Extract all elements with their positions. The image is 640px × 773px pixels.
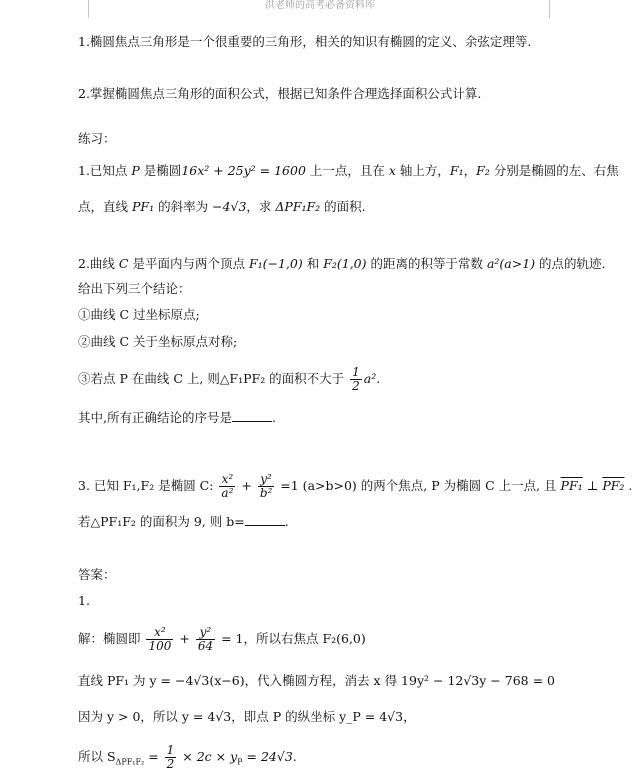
q1-point-p: P — [131, 163, 140, 178]
answer-s4-sub-p: P — [237, 757, 243, 767]
q3-text-c: . — [624, 478, 633, 493]
q2-c3-a-squared: a². — [363, 371, 381, 386]
intro-point-1: 1.椭圆焦点三角形是一个很重要的三角形，相关的知识有椭圆的定义、余弦定理等. — [78, 34, 532, 49]
q1-line2-b: 的斜率为 — [154, 199, 213, 214]
q1-ellipse-eq: 16x² + 25y² = 1600 — [181, 163, 306, 178]
q1-text-e: ， — [463, 163, 477, 178]
q3-end: . — [284, 514, 289, 529]
intro-point-2: 2.掌握椭圆焦点三角形的面积公式，根据已知条件合理选择面积公式计算. — [78, 86, 482, 101]
q3-question-text: 若△PF₁F₂ 的面积为 9, 则 b= — [78, 514, 245, 529]
q1-text-a: 1.已知点 — [78, 163, 132, 178]
answer-s4-fraction — [165, 744, 177, 771]
q2-text-a: 2.曲线 — [78, 256, 119, 271]
q3-frac-x-num: x² — [219, 473, 235, 487]
q2-c3-text: ③若点 P 在曲线 C 上, 则△F₁PF₂ 的面积不大于 — [78, 371, 349, 386]
q1-text-f: 分别是椭圆的左、右焦 — [489, 163, 619, 178]
answer-s4-eq: = — [144, 749, 163, 764]
answer-s1-frac-y — [196, 626, 215, 653]
answer-s1-frac-y-num: y² — [196, 626, 215, 640]
q3-text-b: =1 (a>b>0) 的两个焦点, P 为椭圆 C 上一点, 且 — [276, 478, 561, 493]
q1-pf1: PF₁ — [131, 199, 155, 214]
header-text: 洪老师的高考必备资料库 — [265, 0, 375, 11]
answer-number: 1. — [78, 593, 90, 608]
answer-s1-frac-x — [146, 626, 173, 653]
answer-step-2: 直线 PF₁ 为 y = −4√3(x−6)，代入椭圆方程，消去 x 得 19y² − 12√3y − 768 = 0 — [78, 673, 555, 688]
q3-frac-x-den: a² — [221, 486, 234, 500]
margin-corner-left — [78, 0, 89, 18]
q3-text-a: 3. 已知 F₁,F₂ 是椭圆 C: — [78, 478, 218, 493]
q3-plus: + — [237, 478, 256, 493]
q2-conclusion-3 — [78, 366, 380, 393]
practice-label: 练习： — [78, 131, 116, 146]
q2-line-1 — [78, 256, 606, 272]
q2-f2-point: F₂(1,0) — [323, 256, 367, 271]
answers-label: 答案： — [78, 567, 116, 582]
q2-c3-fraction — [350, 366, 362, 393]
answer-s4-numerator: 1 — [166, 743, 175, 757]
q3-line-2 — [78, 514, 289, 530]
answer-s1-text-a: 解：椭圆即 — [78, 631, 145, 646]
q3-vector-pf2: PF₂ — [602, 478, 625, 493]
q3-line-1 — [78, 470, 632, 502]
answer-s1-frac-y-den: 64 — [197, 639, 214, 653]
q1-f1: F₁ — [449, 163, 464, 178]
q3-answer-blank — [245, 515, 285, 526]
answer-step-1 — [78, 624, 366, 654]
q1-line2-a: 点，直线 — [78, 199, 132, 214]
q2-text-b: 是平面内与两个顶点 — [128, 256, 249, 271]
q3-frac-y-num: y² — [258, 473, 275, 487]
margin-corner-right — [549, 0, 560, 18]
answer-s1-plus: + — [175, 631, 194, 646]
answer-s4-sub: ΔPF₁F₂ — [115, 757, 145, 767]
q2-line-2: 给出下列三个结论： — [78, 281, 191, 296]
q2-text-c: 和 — [302, 256, 324, 271]
q1-text-d: 轴上方， — [395, 163, 450, 178]
q2-text-e: 的点的轨迹. — [535, 256, 606, 271]
answer-step-3: 因为 y > 0，所以 y = 4√3，即点 P 的纵坐标 y_P = 4√3， — [78, 709, 416, 724]
q2-constant: a²(a>1) — [486, 256, 536, 271]
q1-x: x — [388, 163, 396, 178]
answer-step-4 — [78, 743, 297, 771]
q2-conclusion-2: ②曲线 C 关于坐标原点对称; — [78, 334, 238, 349]
answer-s4-denominator: 2 — [166, 757, 175, 771]
answer-s4-result: = 24√3. — [242, 749, 297, 764]
page-header — [0, 0, 640, 16]
q1-triangle: ΔPF₁F₂ — [275, 199, 321, 214]
answer-s1-frac-x-num: x² — [146, 626, 173, 640]
q1-line-2 — [78, 199, 366, 215]
q1-f2: F₂ — [476, 163, 490, 178]
q2-curve-c: C — [118, 256, 129, 271]
q3-frac-x — [219, 473, 235, 500]
answer-s4-text-c: × 2c × y — [178, 749, 238, 764]
q1-text-c: 上一点，且在 — [305, 163, 389, 178]
q2-end: . — [271, 410, 276, 425]
q2-text-d: 的距离的积等于常数 — [366, 256, 487, 271]
q2-c3-denominator: 2 — [352, 379, 360, 393]
q1-line2-d: 的面积. — [320, 199, 366, 214]
q2-answer-blank — [232, 411, 272, 422]
q3-vector-pf1: PF₁ — [560, 478, 583, 493]
answer-s1-text-b: = 1，所以右焦点 F₂(6,0) — [217, 631, 366, 646]
q2-line-6 — [78, 410, 276, 426]
answer-s1-frac-x-den: 100 — [148, 639, 172, 653]
q1-line-1 — [78, 163, 619, 179]
q3-perp: ⊥ — [582, 478, 603, 493]
q1-slope: −4√3 — [212, 199, 247, 214]
q1-line2-c: ，求 — [246, 199, 276, 214]
answer-s4-text-a: 所以 S — [78, 749, 116, 764]
q2-conclusion-1: ①曲线 C 过坐标原点; — [78, 307, 200, 322]
q3-frac-y — [258, 473, 275, 500]
q2-f1-point: F₁(−1,0) — [248, 256, 303, 271]
q1-text-b: 是椭圆 — [139, 163, 182, 178]
q3-frac-y-den: b² — [259, 486, 273, 500]
q2-c3-numerator: 1 — [352, 365, 360, 379]
q2-question-text: 其中,所有正确结论的序号是 — [78, 410, 232, 425]
